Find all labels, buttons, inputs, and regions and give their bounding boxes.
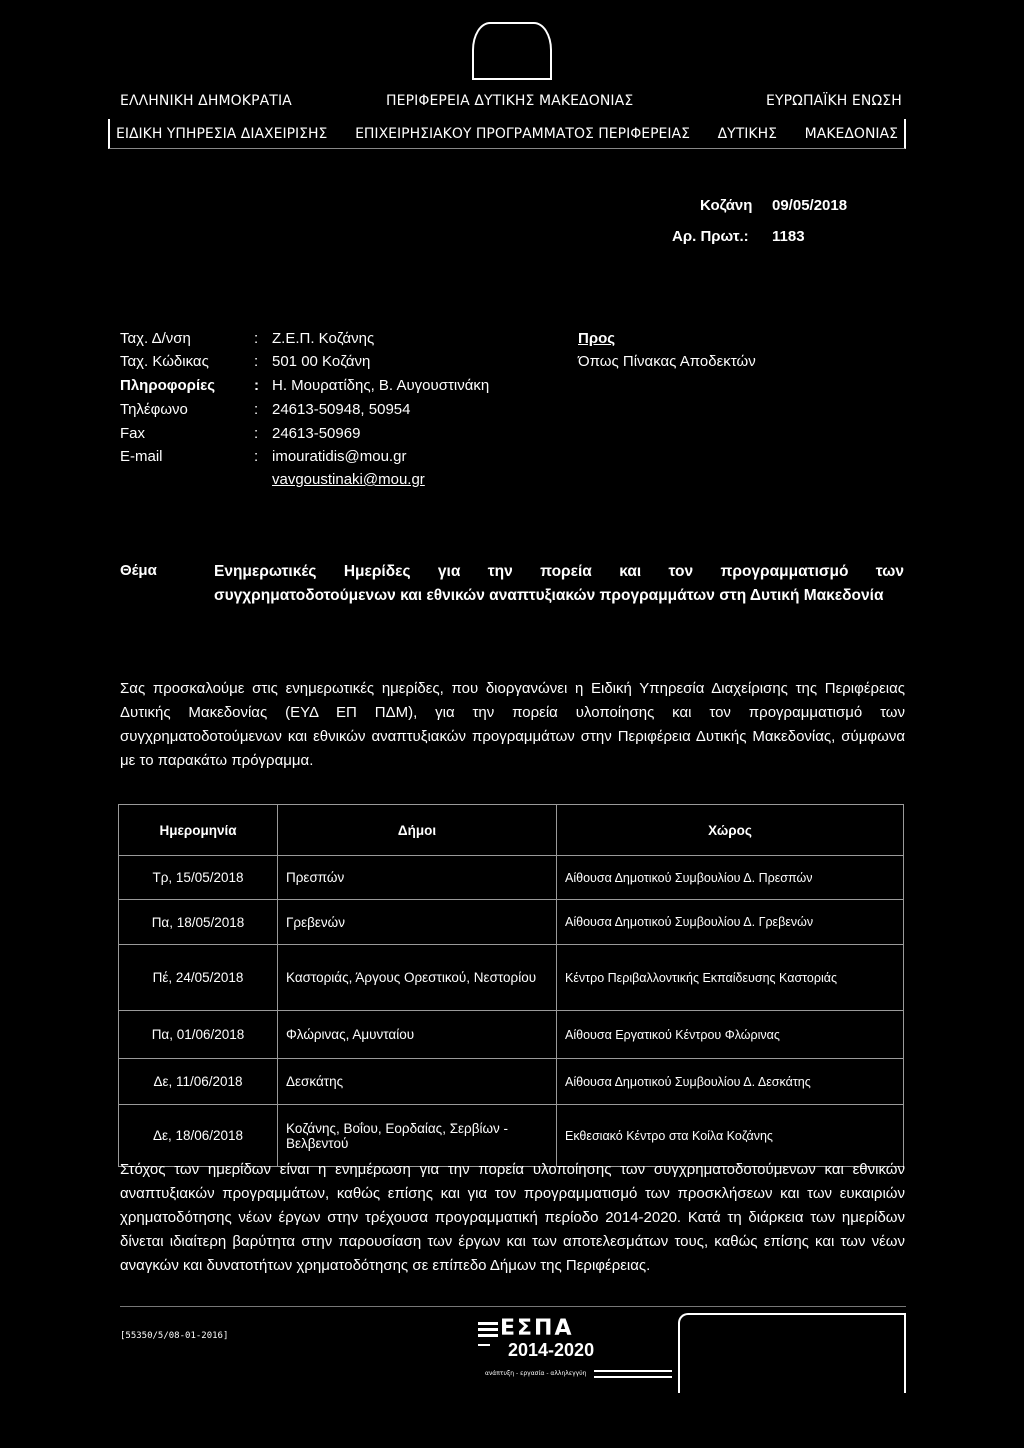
cell-venue: Αίθουσα Δημοτικού Συμβουλίου Δ. Δεσκάτης [557, 1059, 904, 1105]
info-label: Πληροφορίες [120, 377, 216, 394]
cell-date: Τρ, 15/05/2018 [119, 856, 278, 900]
table-header-row [119, 805, 904, 856]
cell-date: Πα, 18/05/2018 [119, 900, 278, 945]
cell-date: Δε, 18/06/2018 [119, 1105, 278, 1167]
protocol-number: 1183 [772, 228, 805, 245]
cell-municipalities: Καστοριάς, Άργους Ορεστικού, Νεστορίου [278, 945, 557, 1011]
table-row [119, 1059, 904, 1105]
subject-text: Ενημερωτικές Ημερίδες για την πορεία και τον προγραμματισμό των συγχρηματοδοτούμενων και εθνικών αναπτυξιακών προγραμμάτων στη Δυτική Μακεδονία [214, 563, 904, 604]
cell-date: Πέ, 24/05/2018 [119, 945, 278, 1011]
cell-municipalities: Κοζάνης, Βοΐου, Εορδαίας, Σερβίων - Βελβεντού [278, 1105, 557, 1167]
recipient-value: Όπως Πίνακας Αποδεκτών [578, 353, 756, 370]
place-label: Κοζάνη [700, 197, 753, 214]
info-label: Ταχ. Κώδικας [120, 353, 209, 370]
service-part: ΕΙΔΙΚΗ ΥΠΗΡΕΣΙΑ ΔΙΑΧΕΙΡΙΣΗΣ [116, 125, 328, 142]
espa-years: 2014-2020 [508, 1340, 595, 1360]
cell-venue: Αίθουσα Δημοτικού Συμβουλίου Δ. Γρεβενών [557, 900, 904, 945]
column-header-venue: Χώρος [557, 805, 904, 856]
header-eu: ΕΥΡΩΠΑΪΚΗ ΕΝΩΣΗ [766, 93, 902, 109]
info-colon: : [254, 401, 259, 418]
cell-municipalities: Φλώρινας, Αμυνταίου [278, 1011, 557, 1059]
recipient-label: Προς [578, 330, 616, 347]
espa-tagline: ανάπτυξη - εργασία - αλληλεγγύη [485, 1370, 587, 1377]
info-value: Η. Μουρατίδης, Β. Αυγουστινάκη [272, 377, 490, 394]
table-row [119, 1011, 904, 1059]
document-code: [55350/5/08-01-2016] [120, 1331, 229, 1341]
table-row [119, 856, 904, 900]
cell-date: Δε, 11/06/2018 [119, 1059, 278, 1105]
cell-venue: Εκθεσιακό Κέντρο στα Κοίλα Κοζάνης [557, 1105, 904, 1167]
info-label: Ταχ. Δ/νση [120, 330, 191, 347]
cell-municipalities: Γρεβενών [278, 900, 557, 945]
email-link[interactable]: imouratidis@mou.gr [272, 448, 407, 465]
info-label: E-mail [120, 448, 163, 465]
info-value: 24613-50969 [272, 425, 361, 442]
info-colon: : [254, 353, 259, 370]
cell-venue: Κέντρο Περιβαλλοντικής Εκπαίδευσης Καστοριάς [557, 945, 904, 1011]
protocol-label: Αρ. Πρωτ.: [672, 228, 749, 245]
info-colon: : [254, 448, 259, 465]
document-date: 09/05/2018 [772, 197, 848, 214]
cell-municipalities: Πρεσπών [278, 856, 557, 900]
cell-municipalities: Δεσκάτης [278, 1059, 557, 1105]
info-colon: : [254, 425, 259, 442]
info-colon: : [254, 330, 259, 347]
email-link[interactable]: vavgoustinaki@mou.gr [272, 471, 425, 488]
decorative-lines-icon [594, 1368, 674, 1382]
cell-date: Πα, 01/06/2018 [119, 1011, 278, 1059]
greek-emblem-icon [472, 22, 552, 80]
cell-venue: Αίθουσα Δημοτικού Συμβουλίου Δ. Πρεσπών [557, 856, 904, 900]
info-label: Fax [120, 425, 146, 442]
info-label: Τηλέφωνο [120, 401, 188, 418]
header-region: ΠΕΡΙΦΕΡΕΙΑ ΔΥΤΙΚΗΣ ΜΑΚΕΔΟΝΙΑΣ [386, 93, 634, 109]
table-row [119, 900, 904, 945]
info-value: 501 00 Κοζάνη [272, 353, 371, 370]
footer-divider [120, 1306, 906, 1307]
espa-flag-icon [478, 1320, 500, 1350]
service-band [108, 119, 906, 149]
column-header-municipalities: Δήμοι [278, 805, 557, 856]
eu-flag-placeholder [678, 1313, 906, 1393]
schedule-table [118, 804, 904, 1167]
info-value: 24613-50948, 50954 [272, 401, 411, 418]
info-value: Ζ.Ε.Π. Κοζάνης [272, 330, 375, 347]
service-part: ΜΑΚΕΔΟΝΙΑΣ [804, 125, 898, 142]
intro-paragraph: Σας προσκαλούμε στις ενημερωτικές ημερίδες, που διοργανώνει η Ειδική Υπηρεσία Διαχείρισης της Περιφέρειας Δυτικής Μακεδονίας (ΕΥΔ ΕΠ ΠΔΜ), για την πορεία υλοποίησης και τον προγραμματισμό των συγχρηματοδοτούμενων και εθνικών αναπτυξιακών προγραμμάτων στην Περιφέρεια Δυτικής Μακεδονίας, σύμφωνα με το παρακάτω πρόγραμμα. [120, 680, 905, 769]
espa-name: ΕΣΠΑ [500, 1316, 574, 1341]
table-row [119, 945, 904, 1011]
subject-label: Θέμα [120, 562, 157, 579]
cell-venue: Αίθουσα Εργατικού Κέντρου Φλώρινας [557, 1011, 904, 1059]
info-colon: : [254, 377, 259, 394]
service-part: ΕΠΙΧΕΙΡΗΣΙΑΚΟΥ ΠΡΟΓΡΑΜΜΑΤΟΣ ΠΕΡΙΦΕΡΕΙΑΣ [355, 125, 690, 142]
header-greek-republic: ΕΛΛΗΝΙΚΗ ΔΗΜΟΚΡΑΤΙΑ [120, 93, 292, 109]
column-header-date: Ημερομηνία [119, 805, 278, 856]
goal-paragraph: Στόχος των ημερίδων είναι η ενημέρωση για την πορεία υλοποίησης των συγχρηματοδοτούμενων και εθνικών αναπτυξιακών προγραμμάτων, καθώς επίσης και για τον προγραμματισμό των προσκλήσεων και των ευκαιριών χρηματοδότησης νέων έργων στην τρέχουσα προγραμματική περίοδο 2014-2020. Κατά τη διάρκεια των ημερίδων δίνεται ιδιαίτερη βαρύτητα στην παρουσίαση των έργων και των αποτελεσμάτων τους, καθώς επίσης και των νέων αναγκών και δυνατοτήτων χρηματοδότησης σε επίπεδο Δήμων της Περιφέρειας. [120, 1161, 905, 1274]
service-part: ΔΥΤΙΚΗΣ [717, 125, 777, 142]
